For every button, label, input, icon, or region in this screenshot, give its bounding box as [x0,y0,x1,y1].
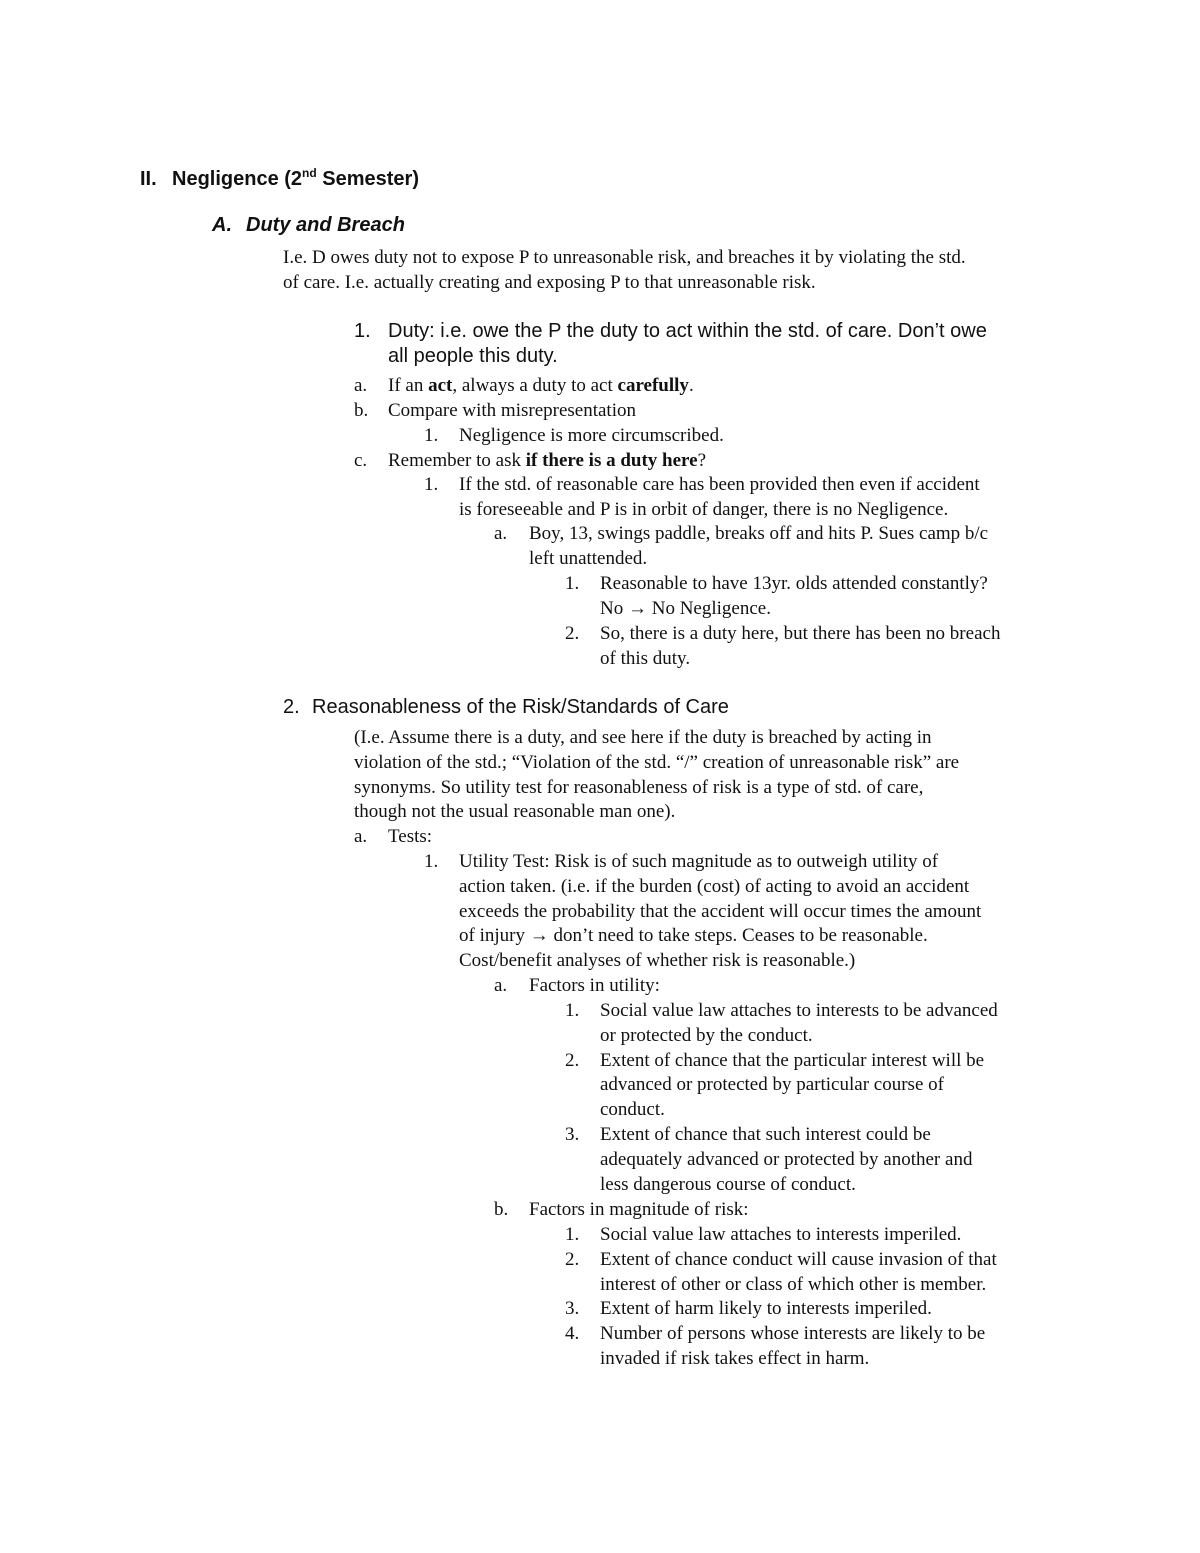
subsection-title: Duty and Breach [246,214,405,236]
factor-item [600,999,998,1049]
text-line: though not the usual reasonable man one). [354,801,676,823]
utility-test [459,850,981,974]
text-line: action taken. (i.e. if the burden (cost) of acting to avoid an accident [459,875,970,897]
bold-run: if there is a duty here [525,450,698,471]
item-label: 2. [565,1248,580,1270]
text-line: of this duty. [600,647,691,669]
item-label: 2. [565,1049,580,1071]
intro-line: of care. I.e. actually creating and exposing P to that unreasonable risk. [283,271,816,293]
text-line: Reasonable to have 13yr. olds attended constantly? [600,573,988,594]
text-line: Social value law attaches to interests imperiled. [600,1224,962,1245]
text-run: ? [697,450,707,471]
item-label: 2. [565,623,580,644]
example-item [529,522,988,572]
text-line: violation of the std.; “Violation of the std. “/” creation of unreasonable risk” are [354,751,960,773]
heading-number: II. [140,168,157,190]
text-line: (I.e. Assume there is a duty, and see here if the duty is breached by acting in [354,727,932,748]
duty-item-act [388,374,694,399]
text-run: , always a duty to act [452,375,618,396]
text-line: conduct. [600,1099,665,1121]
reasonableness-heading: Reasonableness of the Risk/Standards of Care [312,696,729,718]
text-run: If an [388,375,429,396]
heading-text-pre: Negligence (2 [172,168,303,190]
item-label: 1. [424,851,439,872]
duty-line: all people this duty. [388,344,558,367]
item-label: a. [354,826,368,847]
item-label: 1. [565,1000,580,1021]
factor-item [600,1223,961,1248]
text-line: No → No Negligence. [600,597,771,619]
duty-subitem: Negligence is more circumscribed. [459,425,724,446]
text-line: If the std. of reasonable care has been provided then even if accident [459,474,980,495]
factor-item [600,1049,984,1123]
item-label: 1. [565,573,580,594]
duty-subitem [459,473,980,523]
factors-magnitude-heading: Factors in magnitude of risk: [529,1199,749,1220]
duty-item-remember [388,449,706,474]
text-line: Extent of harm likely to interests imperiled. [600,1298,932,1320]
duty-number: 1. [354,320,371,342]
duty-line: Duty: i.e. owe the P the duty to act within the std. of care. Don’t owe [388,320,987,342]
item-label: 3. [565,1298,580,1320]
heading-superscript: nd [302,166,317,180]
text-line: left unattended. [529,547,648,569]
factor-item [600,1123,972,1197]
item-label: a. [354,375,368,396]
bold-run: act [428,375,453,396]
text-line: exceeds the probability that the accident will occur times the amount [459,900,982,922]
text-line: less dangerous course of conduct. [600,1173,856,1195]
duty-item-compare: Compare with misrepresentation [388,400,636,421]
reasonableness-number: 2. [283,696,300,718]
text-line: Extent of chance conduct will cause invasion of that [600,1248,997,1270]
text-line: of injury → don’t need to take steps. Ceases to be reasonable. [459,925,928,947]
bold-run: carefully [617,375,689,396]
item-label: a. [494,523,508,544]
text-line: Extent of chance that such interest could be [600,1124,931,1145]
text-line: or protected by the conduct. [600,1024,813,1046]
item-label: 1. [424,474,439,495]
text-line: is foreseeable and P is in orbit of danger, there is no Negligence. [459,498,949,520]
item-label: b. [494,1199,509,1220]
intro-line: I.e. D owes duty not to expose P to unreasonable risk, and breaches it by violating the std. [283,247,966,268]
intro-paragraph [283,246,966,296]
text-line: adequately advanced or protected by another and [600,1148,973,1170]
example-subitem [600,622,1000,672]
item-label: 3. [565,1124,580,1145]
factor-item [600,1248,997,1298]
heading-text-post: Semester) [316,168,419,190]
text-line: invaded if risk takes effect in harm. [600,1347,870,1369]
item-label: b. [354,400,369,421]
factor-item [600,1322,985,1372]
text-line: synonyms. So utility test for reasonableness of risk is a type of std. of care, [354,776,924,798]
item-label: 1. [424,425,439,446]
text-run: Remember to ask [388,450,526,471]
factors-utility-heading: Factors in utility: [529,975,660,996]
text-line: Cost/benefit analyses of whether risk is reasonable.) [459,950,856,972]
text-line: interest of other or class of which other is member. [600,1273,987,1295]
item-label: a. [494,975,508,996]
text-line: Utility Test: Risk is of such magnitude as to outweigh utility of [459,851,939,872]
reasonableness-intro [354,726,959,825]
example-subitem [600,572,988,622]
text-line: advanced or protected by particular course of [600,1074,944,1096]
tests-heading: Tests: [388,826,433,847]
text-run: . [688,375,694,396]
text-line: Extent of chance that the particular interest will be [600,1049,985,1071]
text-line: So, there is a duty here, but there has been no breach [600,623,1001,644]
text-line: Boy, 13, swings paddle, breaks off and hits P. Sues camp b/c [529,523,989,544]
item-label: c. [354,450,368,471]
section-heading [140,166,419,191]
text-line: Social value law attaches to interests to be advanced [600,1000,998,1021]
factor-item [600,1297,932,1322]
duty-heading [388,319,987,368]
text-line: Number of persons whose interests are likely to be [600,1323,986,1345]
subsection-heading [212,214,405,237]
item-label: 4. [565,1323,580,1345]
item-label: 1. [565,1224,580,1245]
subsection-label: A. [212,214,232,236]
